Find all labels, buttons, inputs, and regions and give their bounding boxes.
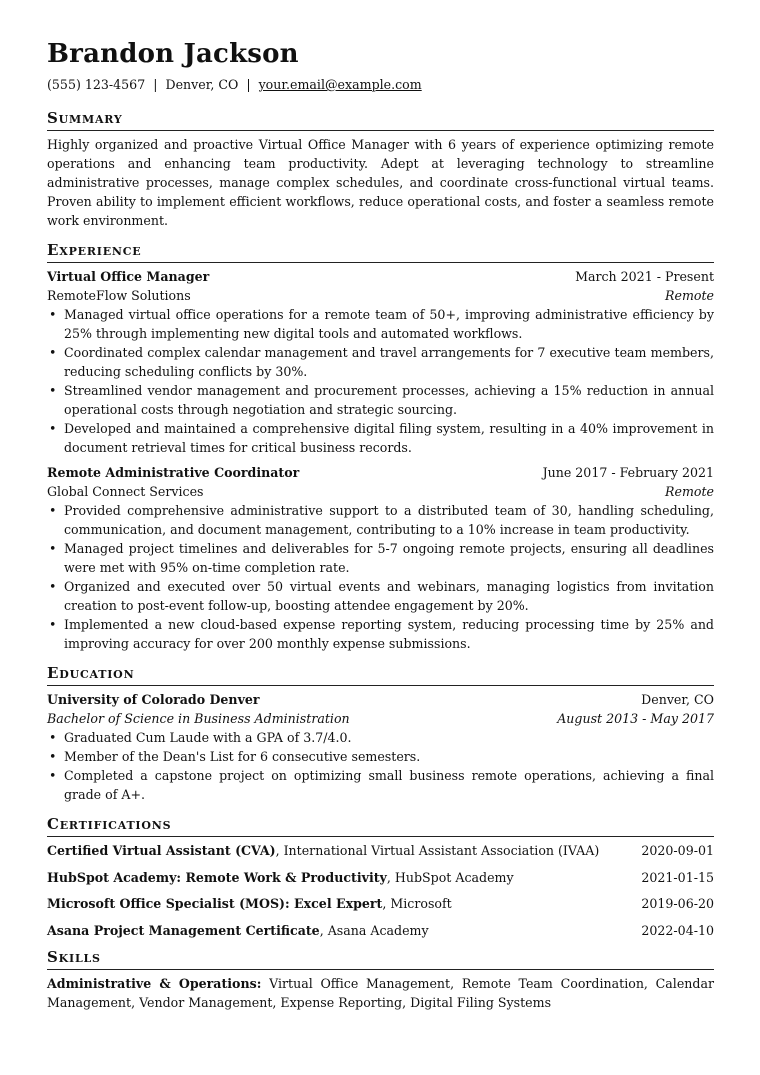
certification-row (47, 841, 714, 860)
skills-list: Virtual Office Management, Remote Team Coordination, Calendar Management, Vendor Management, Expense Reporting, Digital Filing Systems (47, 976, 714, 1010)
job-title: Virtual Office Manager (47, 269, 210, 284)
job-dates: June 2017 - February 2021 (542, 465, 714, 480)
list-item: • Managed project timelines and deliverables for 5-7 ongoing remote projects, ensuring all deadlines were met with 95% on-time completion rate. (47, 539, 714, 577)
list-item: • Developed and maintained a comprehensive digital filing system, resulting in a 40% improvement in document retrieval times for critical business records. (47, 419, 714, 457)
certification-issuer: , International Virtual Assistant Association (IVAA) (275, 843, 600, 858)
list-item: • Streamlined vendor management and procurement processes, achieving a 15% reduction in annual operational costs through negotiation and strategic sourcing. (47, 381, 714, 419)
list-item: • Provided comprehensive administrative support to a distributed team of 30, handling scheduling, communication, and document management, contributing to a 10% increase in team productivity. (47, 501, 714, 539)
certification-date: 2022-04-10 (641, 922, 714, 938)
list-item: • Member of the Dean's List for 6 consecutive semesters. (47, 747, 714, 766)
section-title-experience: Experience (47, 240, 714, 263)
certification-name: Microsoft Office Specialist (MOS): Excel Expert (47, 896, 383, 911)
job-location: Remote (665, 288, 714, 303)
certification-date: 2019-06-20 (641, 896, 714, 911)
separator: | (246, 77, 251, 92)
job-dates: March 2021 - Present (575, 269, 714, 284)
phone-number: (555) 123-4567 (47, 77, 146, 92)
certification-date: 2021-01-15 (641, 869, 714, 885)
job-bullets (47, 501, 714, 653)
list-item: • Coordinated complex calendar management and travel arrangements for 7 executive team members, reducing scheduling conflicts by 30%. (47, 343, 714, 381)
certification-name: Certified Virtual Assistant (CVA) (47, 843, 276, 858)
list-item: • Graduated Cum Laude with a GPA of 3.7/4.0. (47, 728, 714, 747)
certification-date: 2020-09-01 (641, 843, 714, 858)
section-title-summary: Summary (47, 108, 714, 131)
summary-text: Highly organized and proactive Virtual Office Manager with 6 years of experience optimizing remote operations and enhancing team productivity. Adept at leveraging technology to streamline administrative processes, manage complex schedules, and coordinate cross-functional virtual teams. Proven ability to implement efficient workflows, reduce operational costs, and foster a seamless remote work environment. (47, 137, 714, 228)
job-title: Remote Administrative Coordinator (47, 465, 300, 480)
certification-issuer: , HubSpot Academy (386, 869, 514, 885)
education-bullets (47, 728, 714, 804)
education-entry (47, 690, 714, 804)
skills-text (47, 974, 714, 1012)
separator: | (153, 77, 158, 92)
skills-label: Administrative & Operations: (47, 976, 262, 991)
section-title-skills: Skills (47, 947, 714, 970)
certification-issuer: , Microsoft (382, 896, 452, 911)
list-item: • Completed a capstone project on optimizing small business remote operations, achieving a final grade of A+. (47, 766, 714, 804)
certification-row (47, 894, 714, 913)
experience-entry (47, 267, 714, 457)
certification-name: Asana Project Management Certificate (47, 922, 320, 938)
certification-name: HubSpot Academy: Remote Work & Productivity (47, 869, 387, 885)
degree: Bachelor of Science in Business Administration (47, 711, 350, 726)
school-name: University of Colorado Denver (47, 692, 260, 707)
list-item: • Implemented a new cloud-based expense reporting system, reducing processing time by 25% and improving accuracy for over 200 monthly expense submissions. (47, 615, 714, 653)
certification-issuer: , Asana Academy (319, 922, 429, 938)
certifications-list (47, 841, 714, 940)
section-title-certifications: Certifications (47, 814, 714, 837)
list-item: • Organized and executed over 50 virtual events and webinars, managing logistics from invitation creation to post-event follow-up, boosting attendee engagement by 20%. (47, 577, 714, 615)
section-title-education: Education (47, 663, 714, 686)
school-location: Denver, CO (641, 692, 714, 707)
education-dates: August 2013 - May 2017 (557, 711, 714, 726)
job-bullets (47, 305, 714, 457)
company-name: RemoteFlow Solutions (47, 288, 191, 303)
resume-page (47, 38, 714, 1012)
experience-entry (47, 463, 714, 653)
company-name: Global Connect Services (47, 484, 204, 499)
location: Denver, CO (165, 77, 239, 92)
candidate-name: Brandon Jackson (47, 39, 299, 69)
contact-line (47, 76, 714, 94)
job-location: Remote (665, 484, 714, 499)
certification-row (47, 868, 714, 887)
email-link[interactable]: your.email@example.com (258, 77, 422, 92)
list-item: • Managed virtual office operations for a remote team of 50+, improving administrative efficiency by 25% through implementing new digital tools and automated workflows. (47, 305, 714, 343)
certification-row (47, 921, 714, 940)
